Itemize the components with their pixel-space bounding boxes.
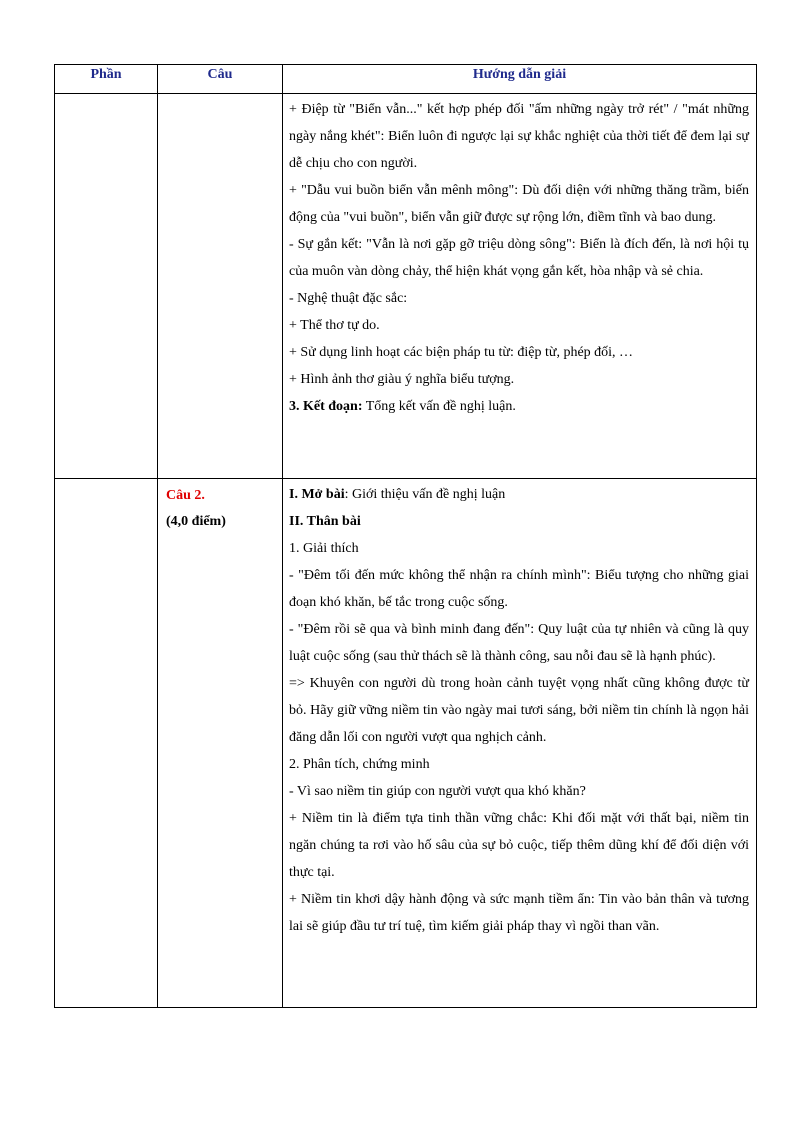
guide-line: 1. Giải thích bbox=[289, 541, 359, 556]
guide-line: => Khuyên con người dù trong hoàn cảnh tuyệt vọng nhất cũng không được từ bỏ. Hãy giữ vững niềm tin vào ngày mai tươi sáng, bởi niềm tin chính là ngọn hải đăng dẫn lối con người vượt qua nghịch cảnh. bbox=[289, 676, 749, 745]
question-cell bbox=[158, 94, 283, 479]
guide-line: + Điệp từ "Biển vẫn..." kết hợp phép đối "ấm những ngày trở rét" / "mát những ngày nắng khét": Biển luôn đi ngược lại sự khắc nghiệt của thời tiết để đem lại sự dễ chịu cho con người. bbox=[289, 102, 749, 171]
body-heading: II. Thân bài bbox=[289, 514, 361, 529]
guide-line: - Sự gắn kết: "Vẫn là nơi gặp gỡ triệu dòng sông": Biển là đích đến, là nơi hội tụ của muôn vàn dòng chảy, thể hiện khát vọng gắn kết, hòa nhập và sẻ chia. bbox=[289, 237, 749, 279]
guide-cell bbox=[283, 94, 757, 479]
answer-table-container bbox=[54, 64, 756, 1008]
header-guide: Hướng dẫn giải bbox=[283, 65, 757, 94]
guide-line: - "Đêm rồi sẽ qua và bình minh đang đến": Quy luật của tự nhiên và cũng là quy luật cuộc sống (sau thử thách sẽ là thành công, sau nỗi đau sẽ là hạnh phúc). bbox=[289, 622, 749, 664]
guide-line: - Nghệ thuật đặc sắc: bbox=[289, 291, 408, 306]
table-row bbox=[55, 94, 757, 479]
header-part: Phần bbox=[55, 65, 158, 94]
conclusion-text: Tổng kết vấn đề nghị luận. bbox=[362, 399, 516, 414]
conclusion-line bbox=[289, 393, 749, 420]
intro-text: : Giới thiệu vấn đề nghị luận bbox=[344, 487, 506, 502]
intro-line bbox=[289, 481, 749, 508]
part-cell bbox=[55, 94, 158, 479]
part-cell bbox=[55, 479, 158, 1008]
question-cell bbox=[158, 479, 283, 1008]
guide-cell bbox=[283, 479, 757, 1008]
guide-line: - Vì sao niềm tin giúp con người vượt qua khó khăn? bbox=[289, 784, 586, 799]
guide-line: + Sử dụng linh hoạt các biện pháp tu từ: điệp từ, phép đối, … bbox=[289, 345, 634, 360]
table-row bbox=[55, 479, 757, 1008]
intro-label: I. Mở bài bbox=[289, 487, 345, 502]
guide-line: + Niềm tin là điểm tựa tinh thần vững chắc: Khi đối mặt với thất bại, niềm tin ngăn chúng ta rơi vào hố sâu của sự bỏ cuộc, tiếp thêm dũng khí để đối diện với thực tại. bbox=[289, 811, 749, 880]
guide-line: - "Đêm tối đến mức không thể nhận ra chính mình": Biểu tượng cho những giai đoạn khó khăn, bế tắc trong cuộc sống. bbox=[289, 568, 749, 610]
guide-line: + Thể thơ tự do. bbox=[289, 318, 380, 333]
guide-line: + Niềm tin khơi dậy hành động và sức mạnh tiềm ẩn: Tin vào bản thân và tương lai sẽ giúp đầu tư trí tuệ, tìm kiếm giải pháp thay vì ngồi than vãn. bbox=[289, 892, 749, 934]
guide-line: + "Dẫu vui buồn biển vẫn mênh mông": Dù đối diện với những thăng trầm, biến động của "vui buồn", biển vẫn giữ được sự rộng lớn, điềm tĩnh và bao dung. bbox=[289, 183, 749, 225]
answer-table bbox=[54, 64, 757, 1008]
guide-line: 2. Phân tích, chứng minh bbox=[289, 757, 430, 772]
conclusion-label: 3. Kết đoạn: bbox=[289, 399, 363, 414]
header-question: Câu bbox=[158, 65, 283, 94]
question-title: Câu 2. bbox=[166, 488, 205, 503]
table-header-row bbox=[55, 65, 757, 94]
question-points: (4,0 điểm) bbox=[166, 514, 226, 529]
guide-line: + Hình ảnh thơ giàu ý nghĩa biểu tượng. bbox=[289, 372, 515, 387]
